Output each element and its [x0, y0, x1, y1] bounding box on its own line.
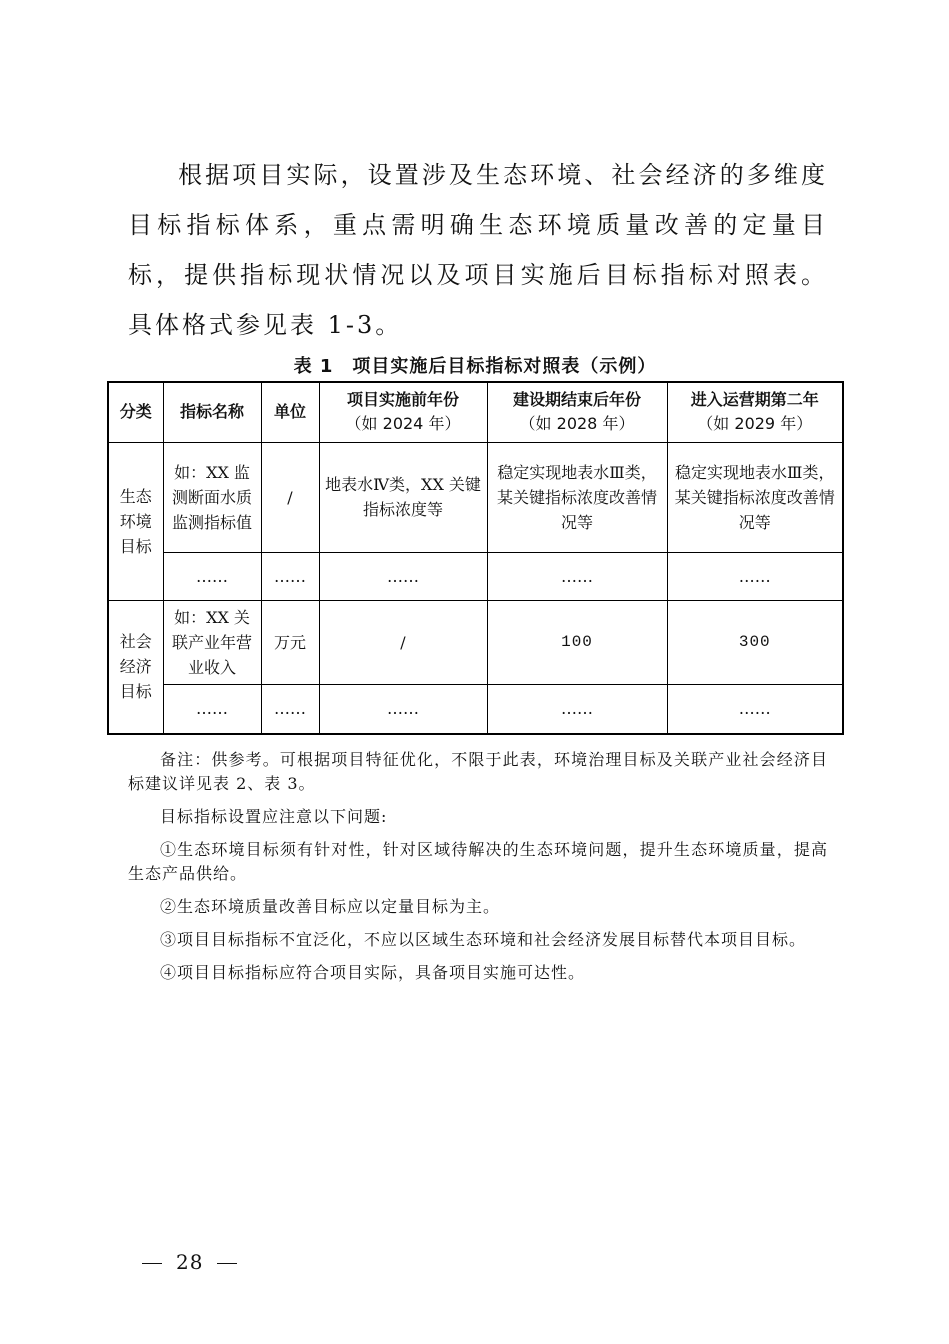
before-value-cell: …… — [319, 684, 487, 734]
category-cell-ecology: 生态环境目标 — [108, 442, 163, 600]
unit-cell: / — [261, 442, 319, 552]
note-item-1: ①生态环境目标须有针对性，针对区域待解决的生态环境问题，提升生态环境质量，提高生态产品供给。 — [128, 840, 828, 883]
intro-paragraph — [128, 150, 828, 350]
notes-section — [128, 748, 828, 994]
header-before-year: 项目实施前年份 （如 2024 年） — [319, 382, 487, 442]
end-value-cell: 100 — [487, 600, 667, 684]
unit-cell: 万元 — [261, 600, 319, 684]
header-unit: 单位 — [261, 382, 319, 442]
indicator-cell: 如：XX 关联产业年营业收入 — [163, 600, 261, 684]
intro-text: 根据项目实际，设置涉及生态环境、社会经济的多维度目标指标体系，重点需明确生态环境质量改善的定量目标，提供指标现状情况以及项目实施后目标指标对照表。具体格式参见表 1-3。 — [128, 161, 828, 339]
end-value-cell: 稳定实现地表水Ⅲ类，某关键指标浓度改善情况等 — [487, 442, 667, 552]
table-row — [108, 684, 843, 734]
unit-cell: …… — [261, 684, 319, 734]
category-cell-socioeconomic: 社会经济目标 — [108, 600, 163, 734]
target-indicator-table — [107, 381, 844, 735]
ops-value-cell: …… — [667, 684, 843, 734]
table-header-row — [108, 382, 843, 442]
table-row — [108, 552, 843, 600]
end-value-cell: …… — [487, 684, 667, 734]
ops-value-cell: 300 — [667, 600, 843, 684]
table-row — [108, 600, 843, 684]
header-construction-end-year: 建设期结束后年份 （如 2028 年） — [487, 382, 667, 442]
unit-cell: …… — [261, 552, 319, 600]
page-number-value: 28 — [176, 1250, 204, 1274]
page-number — [128, 1250, 251, 1274]
table-remark: 备注：供参考。可根据项目特征优化，不限于此表，环境治理目标及关联产业社会经济目标建议详见表 2、表 3。 — [128, 750, 828, 793]
ops-value-cell: 稳定实现地表水Ⅲ类，某关键指标浓度改善情况等 — [667, 442, 843, 552]
before-value-cell: …… — [319, 552, 487, 600]
indicator-cell: …… — [163, 552, 261, 600]
ops-value-cell: …… — [667, 552, 843, 600]
header-category: 分类 — [108, 382, 163, 442]
note-item-4: ④项目目标指标应符合项目实际，具备项目实施可达性。 — [160, 963, 586, 982]
end-value-cell: …… — [487, 552, 667, 600]
header-indicator: 指标名称 — [163, 382, 261, 442]
indicator-cell: 如：XX 监测断面水质监测指标值 — [163, 442, 261, 552]
table-caption: 表 1 项目实施后目标指标对照表（示例） — [293, 356, 657, 377]
before-value-cell: 地表水Ⅳ类，XX 关键指标浓度等 — [319, 442, 487, 552]
header-operation-second-year: 进入运营期第二年 （如 2029 年） — [667, 382, 843, 442]
page-dash-left — [142, 1263, 162, 1264]
note-item-2: ②生态环境质量改善目标应以定量目标为主。 — [160, 897, 501, 916]
table-row — [108, 442, 843, 552]
indicator-cell: …… — [163, 684, 261, 734]
before-value-cell: / — [319, 600, 487, 684]
notes-heading: 目标指标设置应注意以下问题: — [160, 807, 388, 826]
note-item-3: ③项目目标指标不宜泛化，不应以区域生态环境和社会经济发展目标替代本项目目标。 — [160, 930, 807, 949]
page-dash-right — [217, 1263, 237, 1264]
